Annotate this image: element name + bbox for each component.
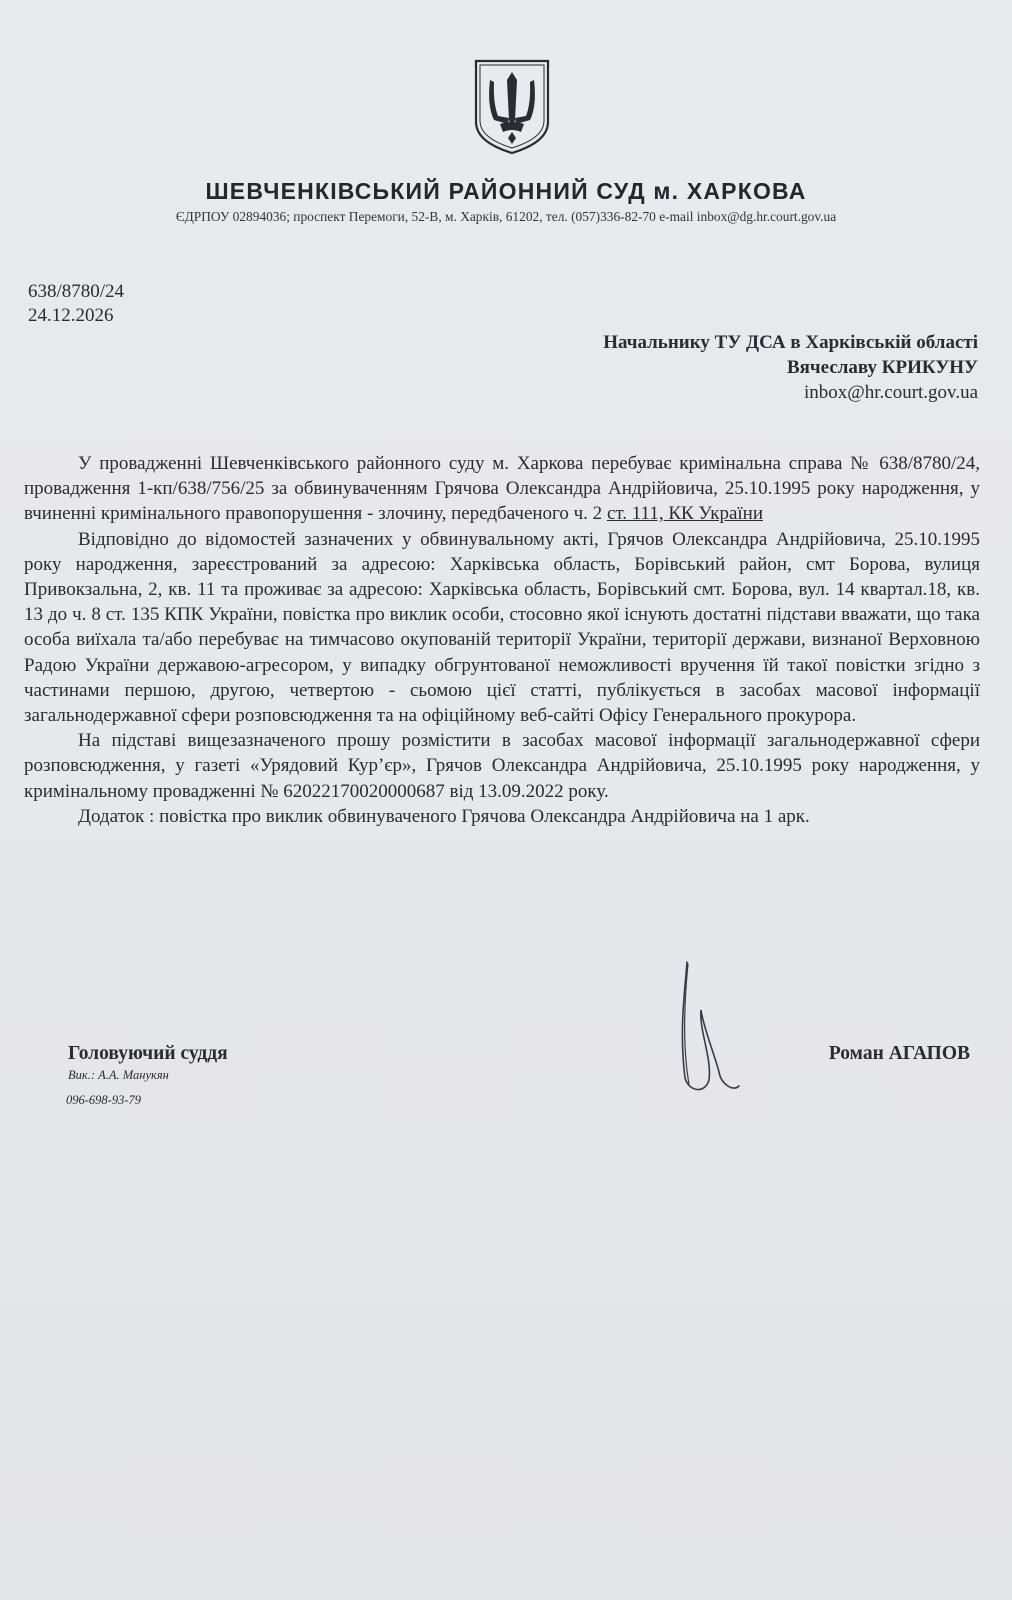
paragraph-3: На підставі вищезазначеного прошу розмістити в засобах масової інформації загальнодержавної сфери розповсюдження, у газеті «Урядовий Кур’єр», Грячов Олександра Андрійовича, 25.10.1995 року народження, у кримінальному провадженні № 62022170020000687 від 13.09.2022 року. (24, 730, 980, 802)
paragraph-2: Відповідно до відомостей зазначених у обвинувальному акті, Грячов Олександра Андрійовича, 25.10.1995 року народження, зареєстрований за адресою: Харківська область, Борівський район, смт Борова, вулиця Привокзальна, 2, кв. 11 та проживає за адресою: Харківська область, Борівський смт. Борова, вул. 14 квартал.18, кв. 13 до ч. 8 ст. 135 КПК України, повістка про виклик особи, стосовно якої існують достатні підстави вважати, що така особа виїхала та/або перебуває на тимчасово окупованій території України, території держави, визнаної Верховною Радою України державою-агресором, у випадку обгрунтованої неможливості вручення їй такої повістки згідно з частинами першою, другою, четвертою - сьомою цієї статті, публікується в засобах масової інформації загальнодержавної сфери розповсюдження та на офіційному веб-сайті Офісу Генерального прокурора. (24, 528, 980, 727)
paragraph-1-text: У провадженні Шевченківського районного суду м. Харкова перебуває кримінальна справа № 638/8780/24, провадження 1-кп/638/756/25 за обвинуваченням Грячова Олександра Андрійовича, 25.10.1995 року народження, у вчиненні кримінального правопорушення - злочину, передбаченого ч. 2 (24, 453, 980, 525)
letter-body (24, 451, 980, 829)
paragraph-attachment: Додаток : повістка про виклик обвинуваченого Грячова Олександра Андрійовича на 1 арк. (78, 805, 810, 827)
trident-coat-of-arms-icon (473, 58, 551, 156)
executor-phone: 096-698-93-79 (66, 1093, 141, 1107)
addressee-email: inbox@hr.court.gov.ua (803, 382, 978, 403)
court-name: ШЕВЧЕНКІВСЬКИЙ РАЙОННИЙ СУД м. ХАРКОВА (205, 178, 807, 204)
outgoing-reference (28, 280, 124, 328)
addressee-position: Начальнику ТУ ДСА в Харківській області (603, 332, 978, 353)
addressee-block (603, 330, 978, 405)
outgoing-number: 638/8780/24 (28, 281, 125, 302)
law-article-link[interactable]: ст. 111, КК України (606, 503, 763, 525)
paragraph-1 (24, 451, 980, 527)
addressee-name: Вячеславу КРИКУНУ (786, 357, 978, 378)
court-contacts: ЄДРПОУ 02894036; проспект Перемоги, 52-В, м. Харків, 61202, тел. (057)336-82-70 e-mail inbox@dg.hr.court.gov.ua (175, 209, 837, 224)
outgoing-date: 24.12.2026 (28, 305, 114, 326)
judge-name: Роман АГАПОВ (828, 1043, 970, 1064)
executor: Вик.: А.А. Манукян (68, 1068, 169, 1082)
handwritten-signature-icon (675, 960, 755, 1100)
presiding-judge-title: Головуючий суддя (68, 1043, 228, 1064)
